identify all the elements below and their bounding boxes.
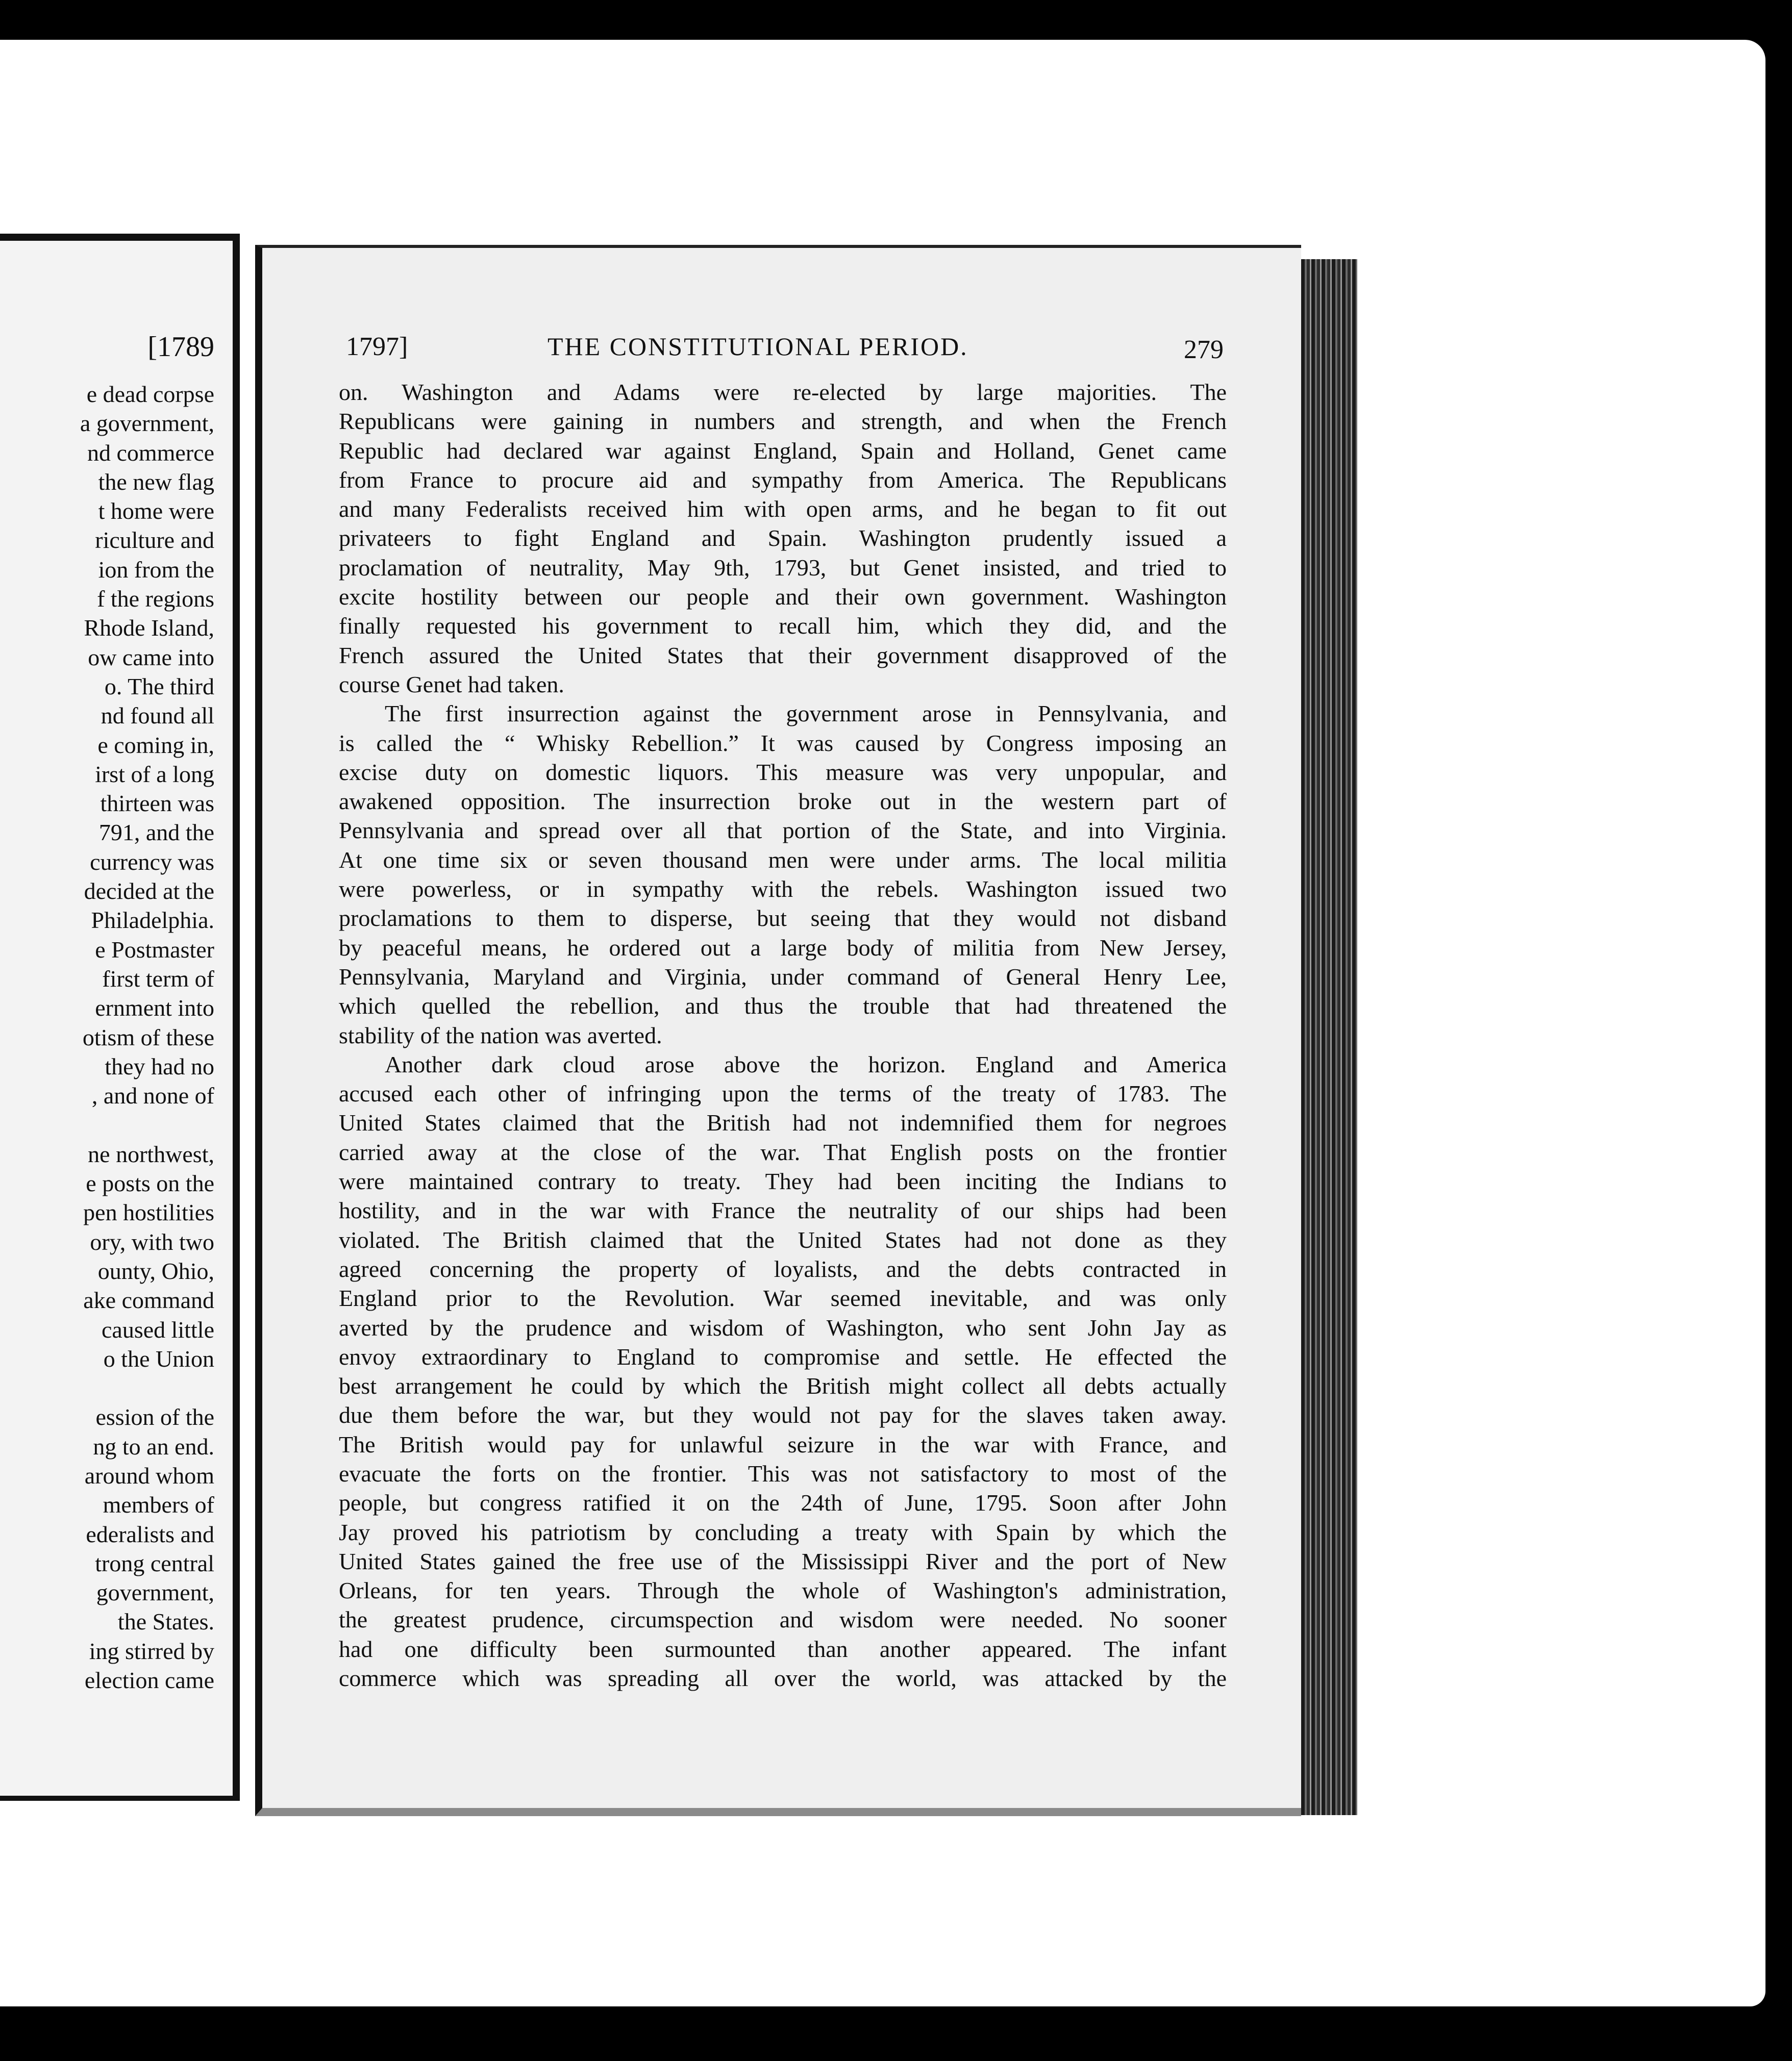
left-page-header: [1789	[147, 331, 214, 363]
running-head-year: 1797]	[346, 332, 408, 361]
text-line: stability of the nation was averted.	[339, 1022, 662, 1048]
page-number: 279	[1184, 335, 1224, 364]
left-text-line: ion from the	[98, 556, 214, 583]
left-text-line: the States.	[117, 1608, 214, 1635]
left-text-line	[0, 1110, 214, 1139]
left-text-line: t home were	[98, 498, 214, 524]
left-text-line: ederalists and	[86, 1521, 214, 1547]
text-line: proclamation of neutrality, May 9th, 1793, but Genet insisted, and tried to	[339, 554, 1227, 581]
left-text-line: ow came into	[88, 644, 214, 670]
left-text-line: 791, and the	[98, 819, 214, 846]
text-line: the greatest prudence, circumspection and wisdom were needed. No sooner	[339, 1606, 1227, 1633]
left-text-line: ne northwest,	[88, 1141, 214, 1167]
text-line: awakened opposition. The insurrection broke out in the western part of	[339, 788, 1227, 815]
left-text-line: o. The third	[104, 673, 214, 699]
text-line: excise duty on domestic liquors. This measure was very unpopular, and	[339, 759, 1227, 785]
text-line: Pennsylvania and spread over all that portion of the State, and into Virginia.	[339, 817, 1227, 844]
left-text-line: decided at the	[84, 878, 214, 904]
text-line: French assured the United States that their government disapproved of the	[339, 642, 1227, 668]
left-text-line: riculture and	[95, 527, 214, 554]
text-line: Republicans were gaining in numbers and strength, and when the French	[339, 408, 1227, 435]
running-head-title: THE CONSTITUTIONAL PERIOD.	[547, 332, 968, 361]
text-line: were powerless, or in sympathy with the rebels. Washington issued two	[339, 876, 1227, 902]
left-text-line: they had no	[105, 1053, 214, 1079]
text-line: The British would pay for unlawful seizure in the war with France, and	[339, 1431, 1227, 1457]
text-line: Republic had declared war against England, Spain and Holland, Genet came	[339, 437, 1227, 464]
left-text-line: Rhode Island,	[84, 615, 214, 641]
text-line: agreed concerning the property of loyalists, and the debts contracted in	[339, 1255, 1227, 1282]
left-text-line: e Postmaster	[95, 936, 214, 963]
text-line: finally requested his government to recall him, which they did, and the	[339, 613, 1227, 639]
text-line: United States claimed that the British had not indemnified them for negroes	[339, 1110, 1227, 1136]
left-text-line: pen hostilities	[83, 1199, 214, 1226]
left-text-line: ake command	[83, 1287, 214, 1314]
left-page-text	[0, 380, 214, 1695]
left-text-line: ing stirred by	[89, 1638, 214, 1664]
left-text-line: ession of the	[95, 1404, 214, 1430]
left-text-line: caused little	[102, 1316, 214, 1343]
text-line: from France to procure aid and sympathy from America. The Republicans	[339, 466, 1227, 493]
left-text-line: ounty, Ohio,	[97, 1258, 214, 1284]
left-text-line: first term of	[102, 965, 214, 992]
text-line: averted by the prudence and wisdom of Washington, who sent John Jay as	[339, 1314, 1227, 1341]
left-text-line: f the regions	[97, 586, 214, 612]
left-text-line: e dead corpse	[86, 381, 214, 407]
text-line: excite hostility between our people and their own government. Washington	[339, 584, 1227, 610]
text-line: proclamations to them to disperse, but seeing that they would not disband	[339, 905, 1227, 932]
page-edges	[1301, 259, 1357, 1815]
left-text-line: thirteen was	[100, 790, 214, 817]
text-line: England prior to the Revolution. War seemed inevitable, and was only	[339, 1285, 1227, 1312]
text-line: due them before the war, but they would not pay for the slaves taken away.	[339, 1402, 1227, 1428]
text-line: hostility, and in the war with France the neutrality of our ships had been	[339, 1197, 1227, 1224]
left-text-line: ng to an end.	[93, 1433, 214, 1460]
left-text-line: election came	[84, 1667, 214, 1694]
text-line: by peaceful means, he ordered out a large body of militia from New Jersey,	[339, 934, 1227, 961]
left-text-line: nd commerce	[87, 439, 214, 466]
book-spine	[240, 240, 255, 1801]
text-line: and many Federalists received him with open arms, and he began to fit out	[339, 496, 1227, 522]
left-text-line: the new flag	[98, 468, 214, 495]
text-line: on. Washington and Adams were re-elected by large majorities. The	[339, 379, 1227, 405]
text-line: carried away at the close of the war. That English posts on the frontier	[339, 1139, 1227, 1165]
left-text-line	[0, 1373, 214, 1402]
left-text-line: irst of a long	[95, 761, 214, 787]
text-line: best arrangement he could by which the British might collect all debts actually	[339, 1373, 1227, 1399]
left-text-line: o the Union	[103, 1345, 214, 1372]
left-text-line: Philadelphia.	[91, 907, 214, 934]
left-text-line: e posts on the	[86, 1170, 214, 1197]
text-line: The first insurrection against the government arose in Pennsylvania, and	[385, 700, 1227, 727]
left-text-line: around whom	[84, 1462, 214, 1489]
left-text-line: members of	[103, 1492, 214, 1518]
left-text-line: trong central	[95, 1550, 214, 1576]
text-line: which quelled the rebellion, and thus the trouble that had threatened the	[339, 993, 1227, 1019]
page-body-text	[339, 378, 1227, 1693]
text-line: course Genet had taken.	[339, 671, 564, 697]
right-page	[255, 245, 1301, 1816]
left-text-line: ory, with two	[90, 1228, 214, 1255]
text-line: accused each other of infringing upon the terms of the treaty of 1783. The	[339, 1080, 1227, 1107]
text-line: Orleans, for ten years. Through the whole of Washington's administration,	[339, 1577, 1227, 1604]
text-line: United States gained the free use of the Mississippi River and the port of New	[339, 1548, 1227, 1574]
text-line: evacuate the forts on the frontier. This was not satisfactory to most of the	[339, 1460, 1227, 1487]
left-text-line: nd found all	[101, 702, 214, 729]
text-line: At one time six or seven thousand men were under arms. The local militia	[339, 846, 1227, 873]
text-line: Pennsylvania, Maryland and Virginia, under command of General Henry Lee,	[339, 963, 1227, 990]
left-page	[0, 234, 240, 1801]
left-text-line: otism of these	[82, 1024, 214, 1050]
text-line: is called the “ Whisky Rebellion.” It was caused by Congress imposing an	[339, 730, 1227, 756]
text-line: were maintained contrary to treaty. They had been inciting the Indians to	[339, 1168, 1227, 1195]
left-text-line: government,	[96, 1579, 214, 1606]
text-line: Jay proved his patriotism by concluding a treaty with Spain by which the	[339, 1519, 1227, 1545]
left-text-line: e coming in,	[97, 732, 214, 758]
left-text-line: currency was	[90, 848, 214, 875]
text-line: people, but congress ratified it on the 24th of June, 1795. Soon after John	[339, 1490, 1227, 1516]
text-line: Another dark cloud arose above the horizon. England and America	[385, 1051, 1227, 1077]
running-head	[346, 332, 1224, 367]
left-text-line: a government,	[80, 410, 214, 437]
text-line: commerce which was spreading all over the world, was attacked by the	[339, 1665, 1227, 1692]
text-line: envoy extraordinary to England to compromise and settle. He effected the	[339, 1343, 1227, 1370]
left-text-line: ernment into	[95, 995, 214, 1021]
text-line: had one difficulty been surmounted than another appeared. The infant	[339, 1636, 1227, 1662]
left-text-line: , and none of	[91, 1083, 214, 1109]
text-line: violated. The British claimed that the United States had not done as they	[339, 1226, 1227, 1253]
text-line: privateers to fight England and Spain. Washington prudently issued a	[339, 525, 1227, 551]
